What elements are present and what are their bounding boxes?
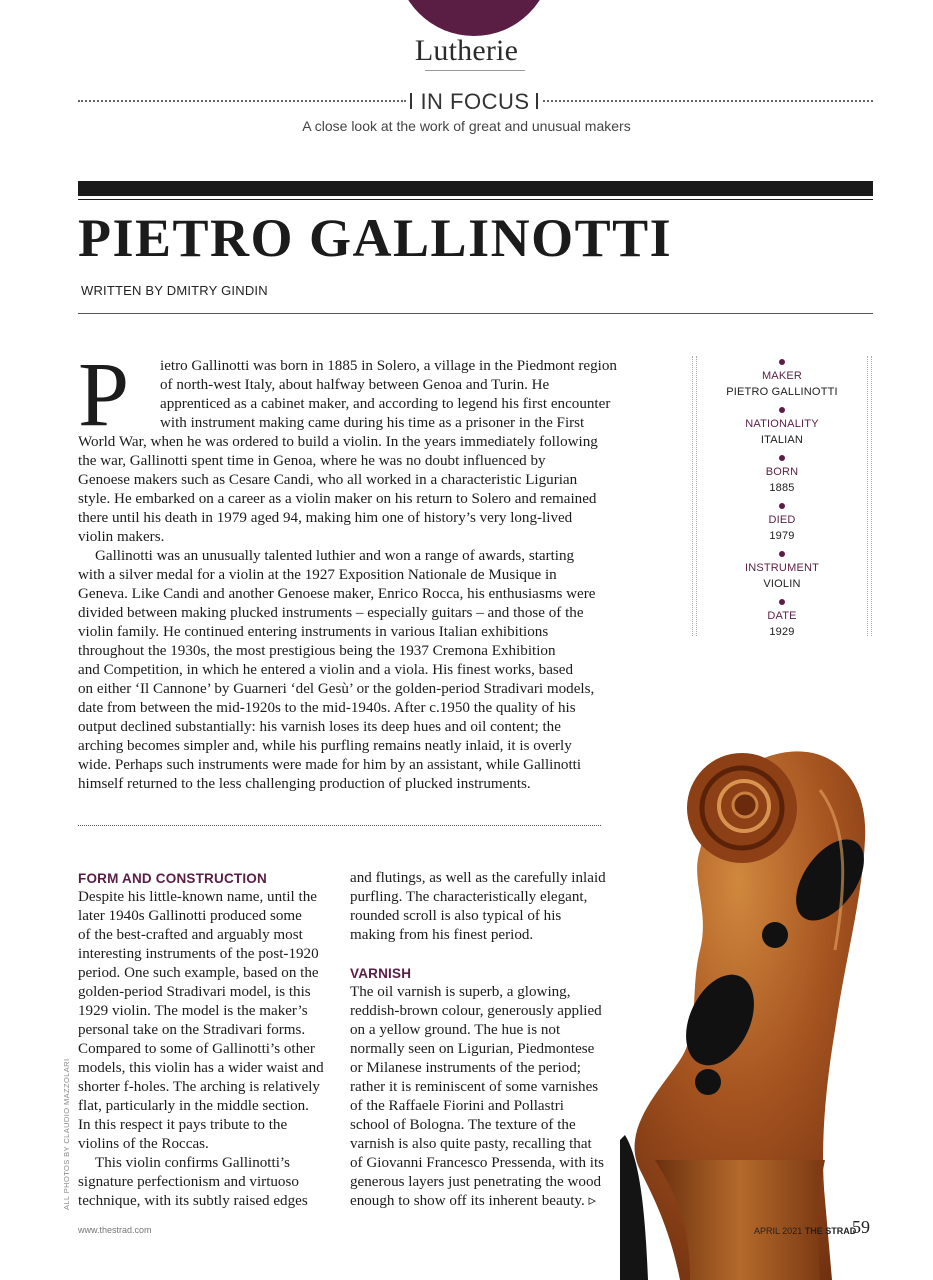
body-line: reddish-brown colour, generously applied	[350, 1003, 602, 1019]
form-heading: FORM AND CONSTRUCTION	[78, 871, 267, 886]
body-line: date from between the mid-1920s to the mid-1940s. After c.1950 the quality of his	[78, 700, 576, 716]
fact-sidebar	[692, 356, 872, 636]
fact-maker	[692, 359, 872, 400]
body-line: throughout the 1930s, the most prestigious being the 1937 Cremona Exhibition	[78, 643, 556, 659]
body-line: golden-period Stradivari model, is this	[78, 984, 311, 1000]
body-line: models, this violin has a wider waist and	[78, 1060, 324, 1076]
body-line: Geneva. Like Candi and another Genoese maker, Enrico Rocca, his enthusiasms were	[78, 586, 596, 602]
intro-line: there until his death in 1979 aged 94, making him one of history’s very long-lived	[78, 510, 573, 526]
body-line: wide. Perhaps such instruments were made for him by an assistant, while Gallinotti	[78, 757, 582, 773]
scroll-eye	[733, 793, 757, 817]
body-line: rather it is reminiscent of some varnishes	[350, 1079, 599, 1095]
body-line: on either ‘Il Cannone’ by Guarneri ‘del Gesù’ or the golden-period Stradivari models,	[78, 681, 595, 697]
in-focus-tick-right	[536, 93, 538, 109]
body-line: varnish is also quite pasty, recalling that	[350, 1136, 592, 1152]
fact-instrument	[692, 551, 872, 592]
body-line: personal take on the Stradivari forms.	[78, 1022, 306, 1038]
body-line: technique, with its subtly raised edges	[78, 1193, 308, 1209]
body-line: generous layers just penetrating the wood	[350, 1174, 602, 1190]
bullet-dot-icon	[779, 359, 785, 365]
fact-value: 1885	[769, 482, 795, 494]
series-subtitle: A close look at the work of great and unusual makers	[302, 118, 631, 134]
body-line: of the Raffaele Fiorini and Pollastri	[350, 1098, 564, 1114]
intro-line: style. He embarked on a career as a violin maker on his return to Solero and remained	[78, 491, 597, 507]
body-line: normally seen on Ligurian, Piedmontese	[350, 1041, 595, 1057]
bullet-dot-icon	[779, 407, 785, 413]
bullet-dot-icon	[779, 455, 785, 461]
fact-died	[692, 503, 872, 544]
fact-label: BORN	[765, 466, 799, 478]
body-line: school of Bologna. The texture of the	[350, 1117, 576, 1133]
body-line: In this respect it pays tribute to the	[78, 1117, 288, 1133]
fact-label: DATE	[767, 610, 797, 622]
intro-line: the war, Gallinotti spent time in Genoa, where he was no doubt influenced by	[78, 453, 546, 469]
body-line: 1929 violin. The model is the maker’s	[78, 1003, 308, 1019]
intro-line: with instrument making came during his time as a prisoner in the First	[160, 415, 585, 431]
issue-date: APRIL 2021	[754, 1226, 803, 1236]
intro-line: Genoese makers such as Cesare Candi, who all worked in a characteristic Ligurian	[78, 472, 578, 488]
intro-line: World War, when he was ordered to build a violin. In the years immediately following	[78, 434, 598, 450]
body-line: and flutings, as well as the carefully inlaid	[350, 870, 606, 886]
body-line: of the best-crafted and arguably most	[78, 927, 303, 943]
series-title: IN FOCUS	[420, 89, 530, 114]
fact-date	[692, 599, 872, 640]
section-disc	[396, 0, 552, 36]
publication-name: THE STRAD	[804, 1226, 857, 1236]
bullet-dot-icon	[779, 599, 785, 605]
intro-text	[78, 357, 618, 794]
headline-thin-rule	[78, 199, 873, 200]
byline: WRITTEN BY DMITRY GINDIN	[81, 283, 268, 298]
section-divider	[78, 825, 601, 826]
body-line: purfling. The characteristically elegant,	[350, 889, 588, 905]
fact-born	[692, 455, 872, 496]
intro-line: violin makers.	[78, 529, 165, 545]
violin-scroll-photo	[620, 730, 933, 1280]
body-line: himself returned to the less challenging production of plucked instruments.	[78, 776, 531, 792]
body-line: later 1940s Gallinotti produced some	[78, 908, 302, 924]
body-line: violin family. He continued entering instruments in various Italian exhibitions	[78, 624, 549, 640]
in-focus-tick-left	[410, 93, 412, 109]
varnish-heading: VARNISH	[350, 966, 412, 981]
fact-label: MAKER	[761, 370, 803, 382]
in-focus-rule-right	[543, 100, 873, 102]
footer-url[interactable]: www.thestrad.com	[78, 1225, 152, 1235]
body-line: on a yellow ground. The hue is not	[350, 1022, 561, 1038]
photo-credit: ALL PHOTOS BY CLAUDIO MAZZOLARI	[62, 1058, 71, 1210]
body-line: of Giovanni Francesco Pressenda, with its	[350, 1155, 605, 1171]
fact-nationality	[692, 407, 872, 448]
fact-value: 1929	[769, 626, 795, 638]
fact-value: PIETRO GALLINOTTI	[726, 386, 838, 398]
intro-line: apprenticed as a cabinet maker, and according to legend his first encounter	[160, 396, 611, 412]
body-line: period. One such example, based on the	[78, 965, 319, 981]
body-line: The oil varnish is superb, a glowing,	[350, 984, 571, 1000]
body-line: output declined substantially: his varnish loses its deep hues and oil content; the	[78, 719, 561, 735]
in-focus-rule-left	[78, 100, 406, 102]
body-line: Compared to some of Gallinotti’s other	[78, 1041, 315, 1057]
body-line: making from his finest period.	[350, 927, 534, 943]
fact-value: VIOLIN	[763, 578, 801, 590]
footer-issue	[754, 1226, 856, 1236]
body-line: divided between making plucked instruments – especially guitars – and those of the	[78, 605, 584, 621]
body-line: arching becomes simpler and, while his purfling remains neatly inlaid, it is overly	[78, 738, 572, 754]
bullet-dot-icon	[779, 503, 785, 509]
body-line: enough to show off its inherent beauty. ▹	[350, 1193, 597, 1209]
peg-hole-lower	[695, 1069, 721, 1095]
page-number: 59	[852, 1217, 870, 1237]
column-varnish	[350, 869, 610, 1211]
body-line: or Milanese instruments of the period;	[350, 1060, 581, 1076]
article-title: PIETRO GALLINOTTI	[78, 208, 673, 268]
byline-rule	[78, 313, 873, 314]
body-line: This violin confirms Gallinotti’s	[95, 1155, 290, 1171]
body-line: Gallinotti was an unusually talented luthier and won a range of awards, starting	[95, 548, 575, 564]
drop-cap: P	[78, 343, 130, 445]
body-line: rounded scroll is also typical of his	[350, 908, 562, 924]
body-line: Despite his little-known name, until the	[78, 889, 317, 905]
fact-value: 1979	[769, 530, 795, 542]
body-line: and Competition, in which he entered a violin and a viola. His finest works, based	[78, 662, 574, 678]
fact-label: INSTRUMENT	[744, 562, 820, 574]
body-line: interesting instruments of the post-1920	[78, 946, 319, 962]
fact-label: NATIONALITY	[745, 418, 819, 430]
fact-value: ITALIAN	[760, 434, 804, 446]
body-line: with a silver medal for a violin at the 1927 Exposition Nationale de Musique in	[78, 567, 557, 583]
section-title: Lutherie	[414, 34, 519, 67]
section-underline	[425, 70, 525, 71]
peg-hole-upper	[762, 922, 788, 948]
intro-line: ietro Gallinotti was born in 1885 in Solero, a village in the Piedmont region	[160, 358, 617, 374]
body-line: violins of the Roccas.	[78, 1136, 209, 1152]
body-line: flat, particularly in the middle section.	[78, 1098, 309, 1114]
body-line: shorter f-holes. The arching is relatively	[78, 1079, 320, 1095]
bullet-dot-icon	[779, 551, 785, 557]
body-line: signature perfectionism and virtuoso	[78, 1174, 299, 1190]
headline-bar	[78, 181, 873, 196]
fact-label: DIED	[768, 514, 796, 526]
column-form-construction	[78, 869, 338, 1211]
intro-line: of north-west Italy, about halfway between Genoa and Turin. He	[160, 377, 550, 393]
